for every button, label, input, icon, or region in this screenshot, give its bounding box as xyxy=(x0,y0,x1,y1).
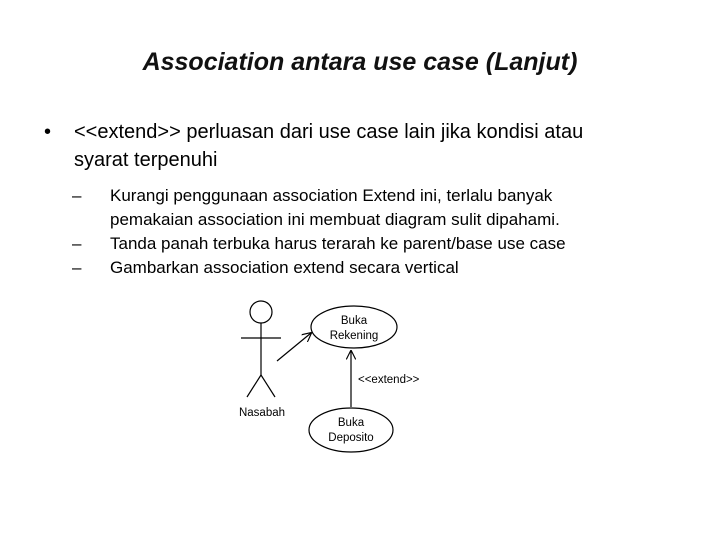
sub-item-text-line1: Gambarkan association extend secara vertical xyxy=(110,258,459,277)
sub-item-text-line1: Tanda panah terbuka harus terarah ke parent/base use case xyxy=(110,234,566,253)
sub-item-text-line2: pemakaian association ini membuat diagram sulit dipahami. xyxy=(110,210,560,229)
actor-figure xyxy=(241,301,281,397)
use-case-diagram xyxy=(225,295,445,465)
extend-label: <<extend>> xyxy=(358,374,420,386)
use-case-buka-deposito xyxy=(309,408,393,452)
use-case-top-line1: Buka xyxy=(340,315,368,327)
actor-label: Nasabah xyxy=(238,407,286,419)
use-case-top-line2: Rekening xyxy=(329,330,379,342)
bullet-list xyxy=(44,118,694,280)
slide-title: Association antara use case (Lanjut) xyxy=(142,48,578,76)
use-case-bottom-line2: Deposito xyxy=(328,432,374,444)
dash-marker: – xyxy=(72,258,82,277)
bullet-text-line2: syarat terpenuhi xyxy=(74,149,218,171)
use-case-bottom-line1: Buka xyxy=(337,417,365,429)
bullet-marker: • xyxy=(44,121,52,143)
association-arrow xyxy=(277,333,311,361)
dash-marker: – xyxy=(72,234,82,253)
bullet-extend xyxy=(44,118,694,174)
sub-item-text-line1: Kurangi penggunaan association Extend ini, terlalu banyak xyxy=(110,186,553,205)
sub-item-arrow-direction xyxy=(44,232,694,256)
bullet-text-line1: <<extend>> perluasan dari use case lain jika kondisi atau xyxy=(74,121,584,143)
sub-item-vertical xyxy=(44,256,694,280)
sub-item-reduce-usage xyxy=(44,184,694,232)
dash-marker: – xyxy=(72,186,82,205)
